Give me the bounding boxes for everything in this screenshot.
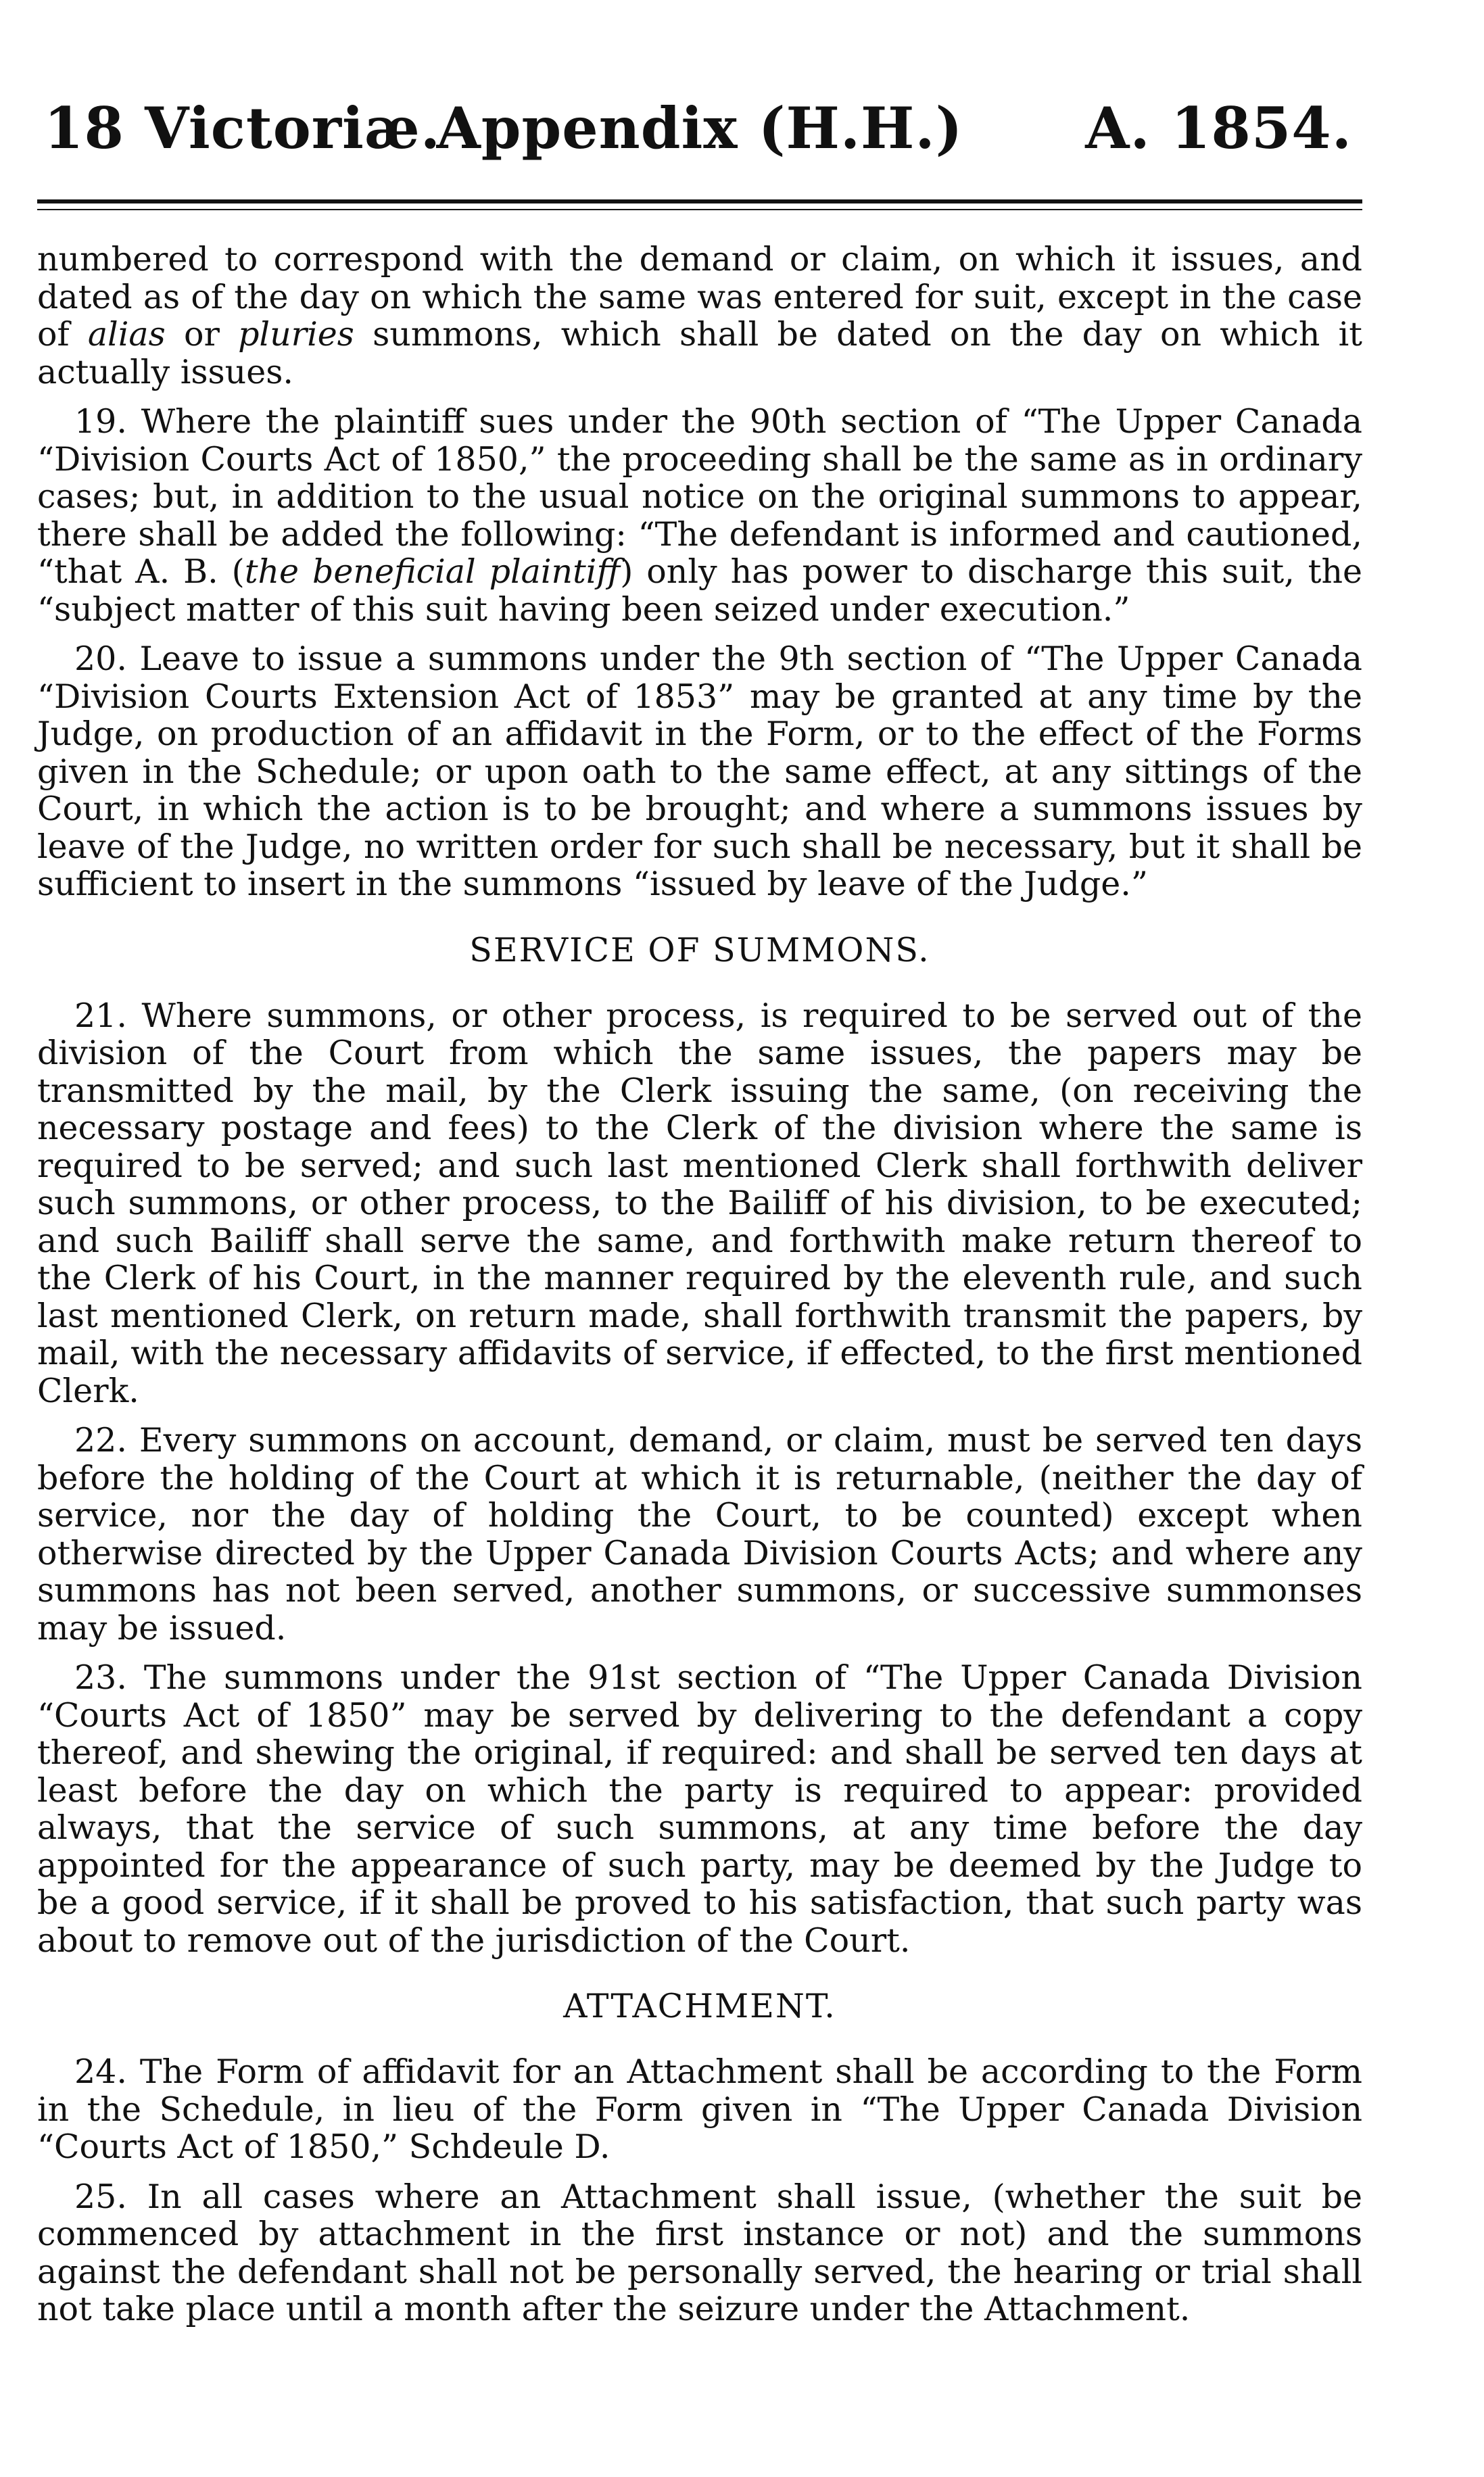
paragraph-text: or — [165, 315, 239, 354]
paragraph-25: 25. In all cases where an Attachment shall issue, (whether the suit be commenced by attachment in the first instance or not) and the summons against the defendant shall not be personally served, the hearing or trial shall not take place until a month after the seizure under the Attachment. — [37, 2177, 1362, 2328]
italic-term: the beneficial plaintiff — [244, 552, 621, 591]
paragraph-24: 24. The Form of affidavit for an Attachment shall be according to the Form in the Schedule, in lieu of the Form given in “The Upper Canada Division “Courts Act of 1850,” Schdeule D. — [37, 2052, 1362, 2166]
header-year: A. 1854. — [1085, 95, 1352, 162]
section-heading-attachment: ATTACHMENT. — [563, 1987, 836, 2025]
page-header — [37, 95, 1362, 162]
paragraph-22: 22. Every summons on account, demand, or claim, must be served ten days before the holding of the Court at which it is returnable, (neither the day of service, nor the day of holding the Court, to be counted) except when otherwise directed by the Upper Canada Division Courts Acts; and where any summons has not been served, another summons, or successive summonses may be issued. — [37, 1421, 1362, 1648]
italic-term: alias — [87, 315, 166, 354]
header-session: 18 Victoriæ. — [44, 95, 441, 162]
header-rule-thick — [37, 199, 1362, 203]
paragraph-text: ) only has power to discharge this suit, the “subject matter of this suit having been seized under execution.” — [37, 552, 1363, 629]
section-heading-service-of-summons: SERVICE OF SUMMONS. — [469, 930, 930, 969]
paragraph-text: 19. Where the plaintiff sues under the 90th section of “The Upper Canada “Division Courts Act of 1850,” the proceeding shall be the same as in ordinary cases; but, in addition to the usual notice on the original summons to appear, there shall be added the following: “The defendant is informed and cautioned, “that A. B. ( — [37, 402, 1362, 591]
paragraph-19 — [37, 403, 1362, 628]
paragraph-text: summons, which shall be dated on the day on which it actually issues. — [37, 315, 1362, 391]
header-rule-thin — [37, 209, 1362, 210]
paragraph-text: numbered to correspond with the demand or claim, on which it issues, and dated as of the day on which the same was entered for suit, except in the case of — [37, 240, 1362, 354]
italic-term: pluries — [238, 315, 354, 354]
header-appendix: Appendix (H.H.) — [436, 95, 963, 162]
paragraph-21: 21. Where summons, or other process, is required to be served out of the division of the Court from which the same issues, the papers may be transmitted by the mail, by the Clerk issuing the same, (on receiving the necessary postage and fees) to the Clerk of the division where the same is required to be served; and such last mentioned Clerk shall forthwith deliver such summons, or other process, to the Bailiff of his division, to be executed; and such Bailiff shall serve the same, and forthwith make return thereof to the Clerk of his Court, in the manner required by the eleventh rule, and such last mentioned Clerk, on return made, shall forthwith transmit the papers, by mail, with the necessary affidavits of service, if effected, to the first mentioned Clerk. — [37, 996, 1362, 1410]
document-body — [37, 241, 1362, 2328]
header-rule — [37, 199, 1362, 210]
document-page — [37, 95, 1362, 2340]
paragraph-18-continued — [37, 241, 1362, 391]
paragraph-23: 23. The summons under the 91st section of “The Upper Canada Division “Courts Act of 1850” may be served by delivering to the defendant a copy thereof, and shewing the original, if required: and shall be served ten days at least before the day on which the party is required to appear: provided always, that the service of such summons, at any time before the day appointed for the appearance of such party, may be deemed by the Judge to be a good service, if it shall be proved to his satisfaction, that such party was about to remove out of the jurisdiction of the Court. — [37, 1658, 1362, 1960]
paragraph-20: 20. Leave to issue a summons under the 9th section of “The Upper Canada “Division Courts Extension Act of 1853” may be granted at any time by the Judge, on production of an affidavit in the Form, or to the effect of the Forms given in the Schedule; or upon oath to the same effect, at any sittings of the Court, in which the action is to be brought; and where a summons issues by leave of the Judge, no written order for such shall be necessary, but it shall be sufficient to insert in the summons “issued by leave of the Judge.” — [37, 640, 1362, 903]
